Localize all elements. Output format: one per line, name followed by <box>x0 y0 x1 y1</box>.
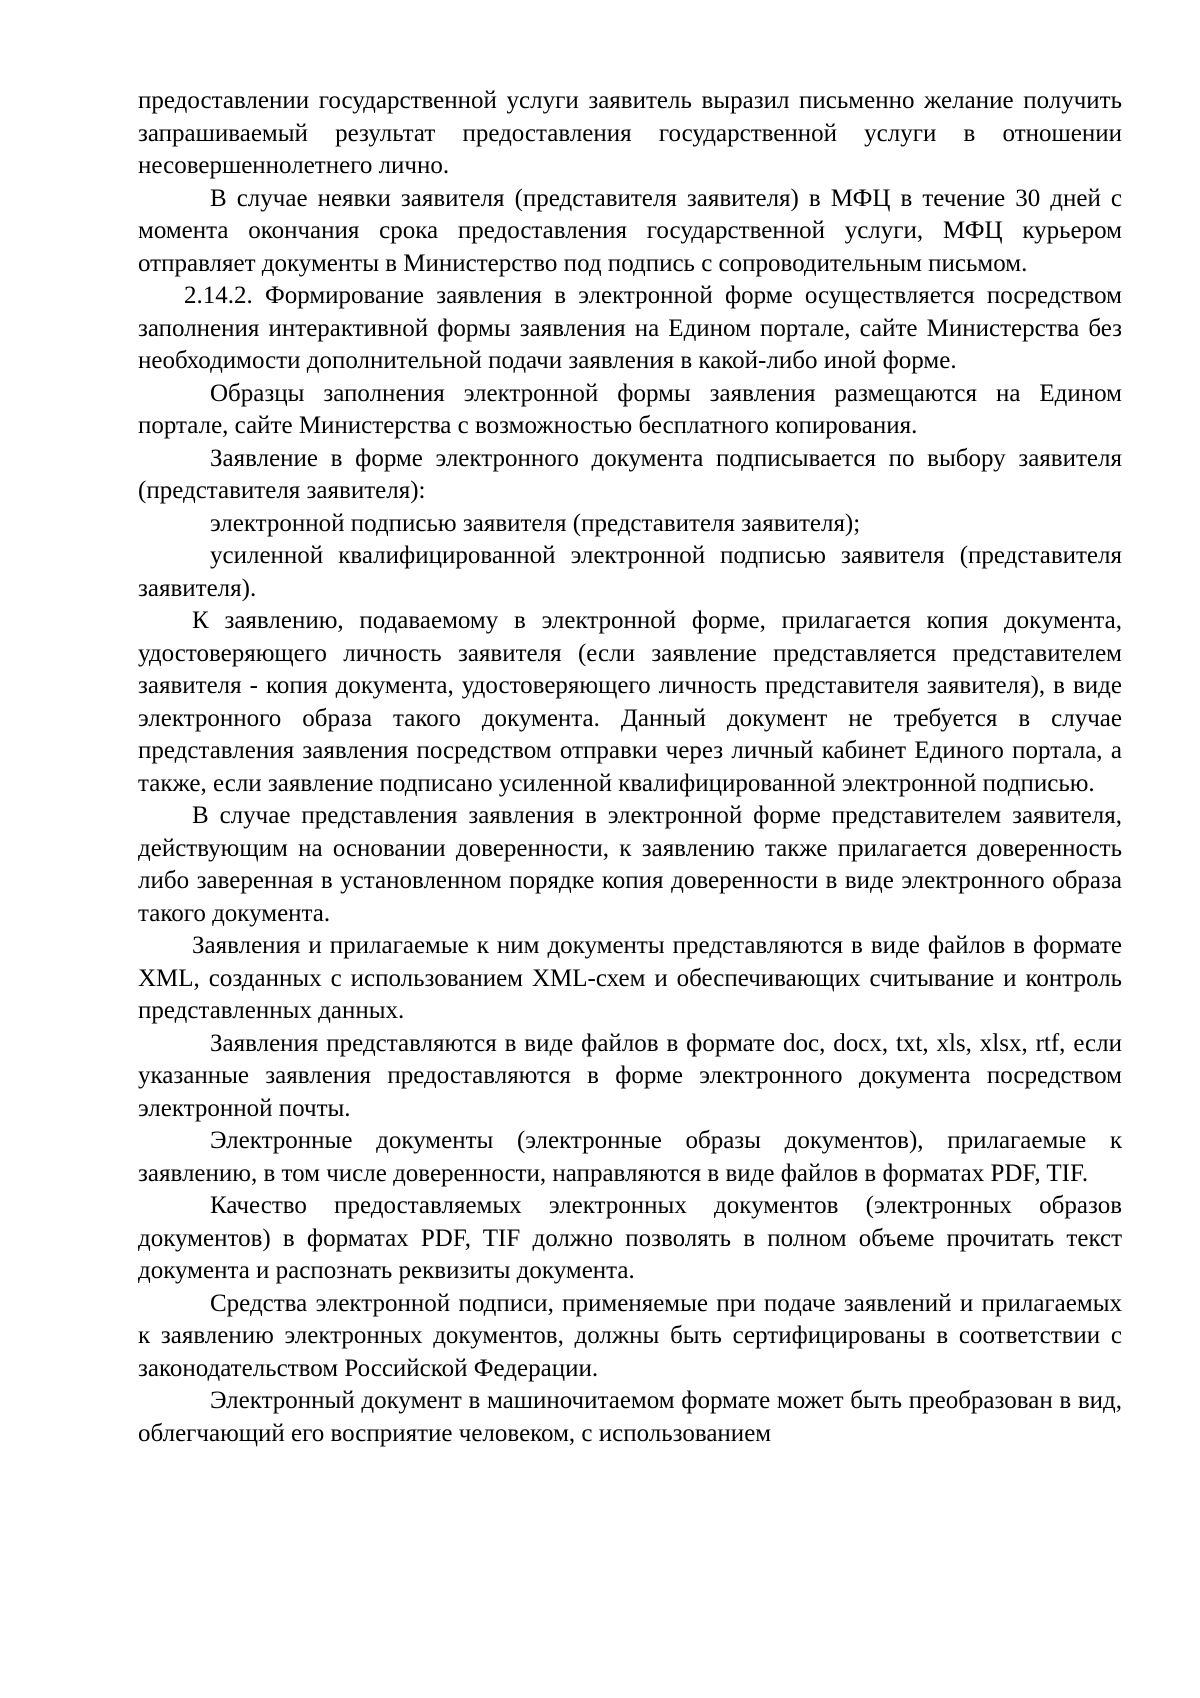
paragraph-12: Электронные документы (электронные образы документов), прилагаемые к заявлению, в том числе доверенности, направляются в виде файлов в форматах PDF, TIF. <box>138 1127 1122 1187</box>
paragraph-15: Электронный документ в машиночитаемом формате может быть преобразован в вид, облегчающий его восприятие человеком, с использованием <box>138 1387 1122 1447</box>
paragraph-4: Образцы заполнения электронной формы заявления размещаются на Едином портале, сайте Министерства с возможностью бесплатного копирования. <box>138 379 1122 439</box>
paragraph-10: Заявления и прилагаемые к ним документы представляются в виде файлов в формате XML, созданных с использованием XML-схем и обеспечивающих считывание и контроль представленных данных. <box>138 932 1122 1024</box>
paragraph-1: предоставлении государственной услуги заявитель выразил письменно желание получить запрашиваемый результат предоставления государственной услуги в отношении несовершеннолетнего лично. <box>138 87 1122 179</box>
paragraph-11: Заявления представляются в виде файлов в формате doc, docx, txt, xls, xlsx, rtf, если указанные заявления предоставляются в форме электронного документа посредством электронной почты. <box>138 1029 1122 1122</box>
paragraph-14: Средства электронной подписи, применяемые при подаче заявлений и прилагаемых к заявлению электронных документов, должны быть сертифицированы в соответствии с законодательством Российской Федерации. <box>138 1289 1122 1382</box>
paragraph-3: 2.14.2. Формирование заявления в электронной форме осуществляется посредством заполнения интерактивной формы заявления на Едином портале, сайте Министерства без необходимости дополнительной подачи заявления в какой-либо иной форме. <box>138 282 1122 374</box>
paragraph-13: Качество предоставляемых электронных документов (электронных образов документов) в форматах PDF, TIF должно позволять в полном объеме прочитать текст документа и распознать реквизиты документа. <box>138 1192 1122 1284</box>
paragraph-9: В случае представления заявления в электронной форме представителем заявителя, действующим на основании доверенности, к заявлению также прилагается доверенность либо заверенная в установленном порядке копия доверенности в виде электронного образа такого документа. <box>138 802 1122 927</box>
paragraph-8: К заявлению, подаваемому в электронной форме, прилагается копия документа, удостоверяющего личность заявителя (если заявление представляется представителем заявителя - копия документа, удостоверяющего личность представителя заявителя), в виде электронного образа такого документа. Данный документ не требуется в случае представления заявления посредством отправки через личный кабинет Единого портала, а также, если заявление подписано усиленной квалифицированной электронной подписью. <box>138 607 1122 797</box>
paragraph-5: Заявление в форме электронного документа подписывается по выбору заявителя (представителя заявителя): <box>138 444 1122 504</box>
paragraph-7: усиленной квалифицированной электронной подписью заявителя (представителя заявителя). <box>138 542 1122 602</box>
paragraph-6: электронной подписью заявителя (представителя заявителя); <box>210 509 861 537</box>
paragraph-2: В случае неявки заявителя (представителя заявителя) в МФЦ в течение 30 дней с момента окончания срока предоставления государственной услуги, МФЦ курьером отправляет документы в Министерство под подпись с сопроводительным письмом. <box>138 184 1122 277</box>
